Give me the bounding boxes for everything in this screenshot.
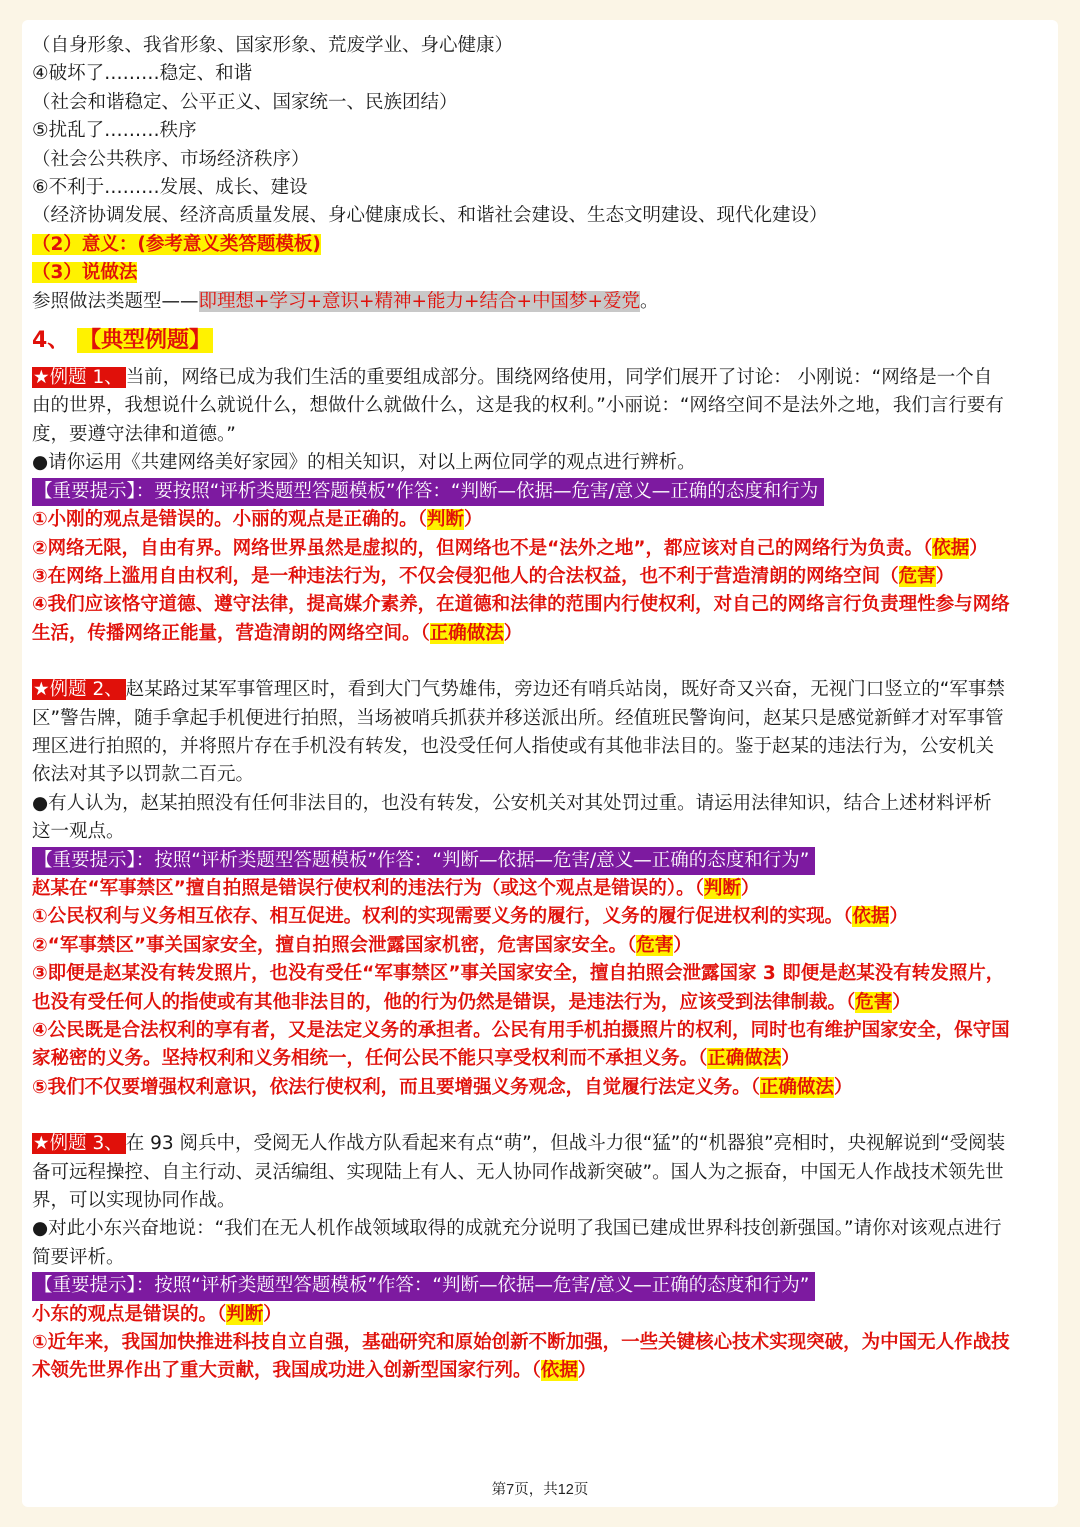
meaning-label: （2）意义： [32, 233, 138, 255]
example-task: ●请你运用《共建网络美好家园》的相关知识，对以上两位同学的观点进行辨析。 [32, 452, 696, 474]
page-number: 第7页，共12页 [491, 1482, 589, 1498]
answer-end: ） [781, 1048, 800, 1070]
answer-text: ④我们应该恪守道德、遵守法律，提高媒介素养，在道德和法律的范围内行使权利，对自己的网络言行负责理性参与网络生活，传播网络正能量，营造清朗的网络空间。（ [32, 594, 1010, 644]
answer-text: ①小刚的观点是错误的。小丽的观点是正确的。（ [32, 509, 427, 531]
answer-line [32, 563, 1010, 591]
answer-end: ） [503, 622, 523, 644]
method-suffix: 。 [640, 290, 659, 312]
example-task: ●对此小东兴奋地说：“我们在无人机作战领域取得的成就充分说明了我国已建成世界科技创新强国。”请你对该观点进行简要评析。 [32, 1218, 1002, 1268]
spacer [32, 1102, 1010, 1130]
answer-end: ） [577, 1360, 597, 1382]
section-heading [32, 324, 1010, 358]
answer-end: ） [889, 906, 908, 928]
hint-row [32, 1272, 1010, 1300]
answer-line [32, 506, 1010, 534]
answer-tag: 判断 [226, 1303, 264, 1325]
answer-text: 赵某在“军事禁区”擅自拍照是错误行使权利的违法行为（或这个观点是错误的）。（ [32, 877, 704, 899]
answer-line [32, 960, 1010, 1017]
hint-row [32, 847, 1010, 875]
answer-end: ） [892, 991, 911, 1013]
answer-end: ） [969, 537, 988, 559]
answer-tag: 判断 [426, 509, 464, 531]
document-body [32, 32, 1010, 1386]
answer-line [32, 1329, 1010, 1386]
answer-line [32, 1074, 1010, 1102]
intro-line: ④破坏了………稳定、和谐 [32, 63, 253, 85]
example-tag: ★例题 3、 [32, 1133, 126, 1154]
example-task: ●有人认为，赵某拍照没有任何非法目的，也没有转发，公安机关对其处罚过重。请运用法律知识，结合上述材料评析这一观点。 [32, 792, 992, 843]
answer-tag: 危害 [636, 934, 674, 956]
example-question [32, 364, 1010, 449]
answer-end: ） [263, 1303, 282, 1325]
example-question-text: 当前，网络已成为我们生活的重要组成部分。围绕网络使用，同学们展开了讨论： 小刚说：“网络是一个自由的世界，我想说什么就说什么，想做什么就做什么，这是我的权利。”小丽说：“网络空间不是法外之地，我们言行要有度，要遵守法律和道德。” [32, 367, 1004, 445]
meaning-line [32, 231, 1010, 259]
answer-line [32, 1301, 1010, 1329]
answer-tag: 正确做法 [707, 1048, 782, 1070]
important-hint: 【重要提示】：按照“评析类题型答题模板”作答：“判断—依据—危害/意义—正确的态度和行为” [32, 1272, 815, 1300]
answer-text: ①近年来，我国加快推进科技自立自强，基础研究和原始创新不断加强，一些关键核心技术实现突破，为中国无人作战技术领先世界作出了重大贡献，我国成功进入创新型国家行列。（ [32, 1332, 1010, 1382]
example-question-text: 赵某路过某军事管理区时，看到大门气势雄伟，旁边还有哨兵站岗，既好奇又兴奋，无视门口竖立的“军事禁区”警告牌，随手拿起手机便进行拍照，当场被哨兵抓获并移送派出所。经值班民警询问，赵某只是感觉新鲜才对军事管理区进行拍照的，并将照片存在手机没有转发，也没受任何人指使或有其他非法目的。鉴于赵某的违法行为，公安机关依法对其予以罚款二百元。 [32, 679, 1005, 786]
method-formula: 即理想+学习+意识+精神+能力+结合+中国梦+爱党 [198, 290, 641, 312]
answer-tag: 依据 [852, 906, 890, 928]
intro-line: （社会公共秩序、市场经济秩序） [32, 148, 310, 170]
intro-line: （社会和谐稳定、公平正义、国家统一、民族团结） [32, 91, 458, 113]
answer-line [32, 535, 1010, 563]
section-title: 【典型例题】 [78, 328, 211, 354]
answer-tag: 依据 [932, 537, 970, 559]
answer-end: ） [833, 1076, 853, 1098]
meaning-reference: (参考意义类答题模板) [137, 233, 321, 255]
answer-tag: 正确做法 [429, 622, 504, 644]
answer-tag: 判断 [703, 877, 741, 899]
example-question [32, 1130, 1010, 1215]
example-tag: ★例题 1、 [32, 367, 126, 388]
method-label: （3）说做法 [32, 262, 138, 284]
hint-row [32, 478, 1010, 506]
answer-text: ④公民既是合法权利的享有者，又是法定义务的承担者。公民有用手机拍摄照片的权利，同时也有维护国家安全，保守国家秘密的义务。坚持权利和义务相统一，任何公民不能只享受权利而不承担义务。（ [32, 1020, 1010, 1070]
answer-tag: 危害 [855, 991, 893, 1013]
answer-tag: 危害 [898, 565, 936, 587]
example-question-text: 在 93 阅兵中，受阅无人作战方队看起来有点“萌”，但战斗力很“猛”的“机器狼”亮相时，央视解说到“受阅装备可远程操控、自主行动、灵活编组、实现陆上有人、无人协同作战新突破”。国人为之振奋，中国无人作战技术领先世界，可以实现协同作战。 [32, 1133, 1006, 1212]
answer-line [32, 875, 1010, 903]
intro-line: （经济协调发展、经济高质量发展、身心健康成长、和谐社会建设、生态文明建设、现代化建设） [32, 205, 828, 227]
section-number: 4、 [32, 328, 70, 354]
answer-tag: 依据 [540, 1360, 578, 1382]
answer-tag: 正确做法 [759, 1076, 834, 1098]
important-hint: 【重要提示】：按照“评析类题型答题模板”作答：“判断—依据—危害/意义—正确的态度和行为” [32, 847, 815, 875]
answer-text: ①公民权利与义务相互依存、相互促进。权利的实现需要义务的履行，义务的履行促进权利的实现。（ [32, 906, 853, 928]
answer-end: ） [935, 565, 955, 587]
answer-end: ） [673, 934, 692, 956]
answer-line [32, 591, 1010, 648]
answer-end: ） [740, 877, 760, 899]
answer-text: ②网络无限，自由有界。网络世界虽然是虚拟的，但网络也不是“法外之地”，都应该对自己的网络行为负责。（ [32, 537, 933, 559]
important-hint: 【重要提示】：要按照“评析类题型答题模板”作答：“判断—依据—危害/意义—正确的态度和行为 [32, 478, 824, 506]
answer-line [32, 1017, 1010, 1074]
intro-line: ⑤扰乱了………秩序 [32, 120, 197, 142]
method-formula-line [32, 288, 1010, 316]
answer-end: ） [463, 509, 483, 531]
spacer [32, 648, 1010, 676]
example-tag: ★例题 2、 [32, 679, 126, 700]
answer-line [32, 932, 1010, 960]
method-prefix: 参照做法类题型—— [32, 290, 199, 312]
answer-line [32, 903, 1010, 931]
answer-text: ②“军事禁区”事关国家安全，擅自拍照会泄露国家机密，危害国家安全。（ [32, 934, 637, 956]
example-question [32, 676, 1010, 790]
intro-line: ⑥不利于………发展、成长、建设 [32, 177, 308, 199]
answer-text: ③即便是赵某没有转发照片，也没有受任“军事禁区”事关国家安全，擅自拍照会泄露国家 3 即便是赵某没有转发照片，也没有受任何人的指使或有其他非法目的，他的行为仍然是错误，是违法行为，应该受到法律制裁。（ [32, 963, 1005, 1013]
answer-text: 小东的观点是错误的。（ [32, 1303, 227, 1325]
answer-text: ③在网络上滥用自由权利，是一种违法行为，不仅会侵犯他人的合法权益，也不利于营造清朗的网络空间（ [32, 565, 899, 587]
method-line [32, 259, 1010, 287]
answer-text: ⑤我们不仅要增强权利意识，依法行使权利，而且要增强义务观念，自觉履行法定义务。（ [32, 1076, 760, 1098]
intro-line: （自身形象、我省形象、国家形象、荒废学业、身心健康） [32, 35, 514, 56]
